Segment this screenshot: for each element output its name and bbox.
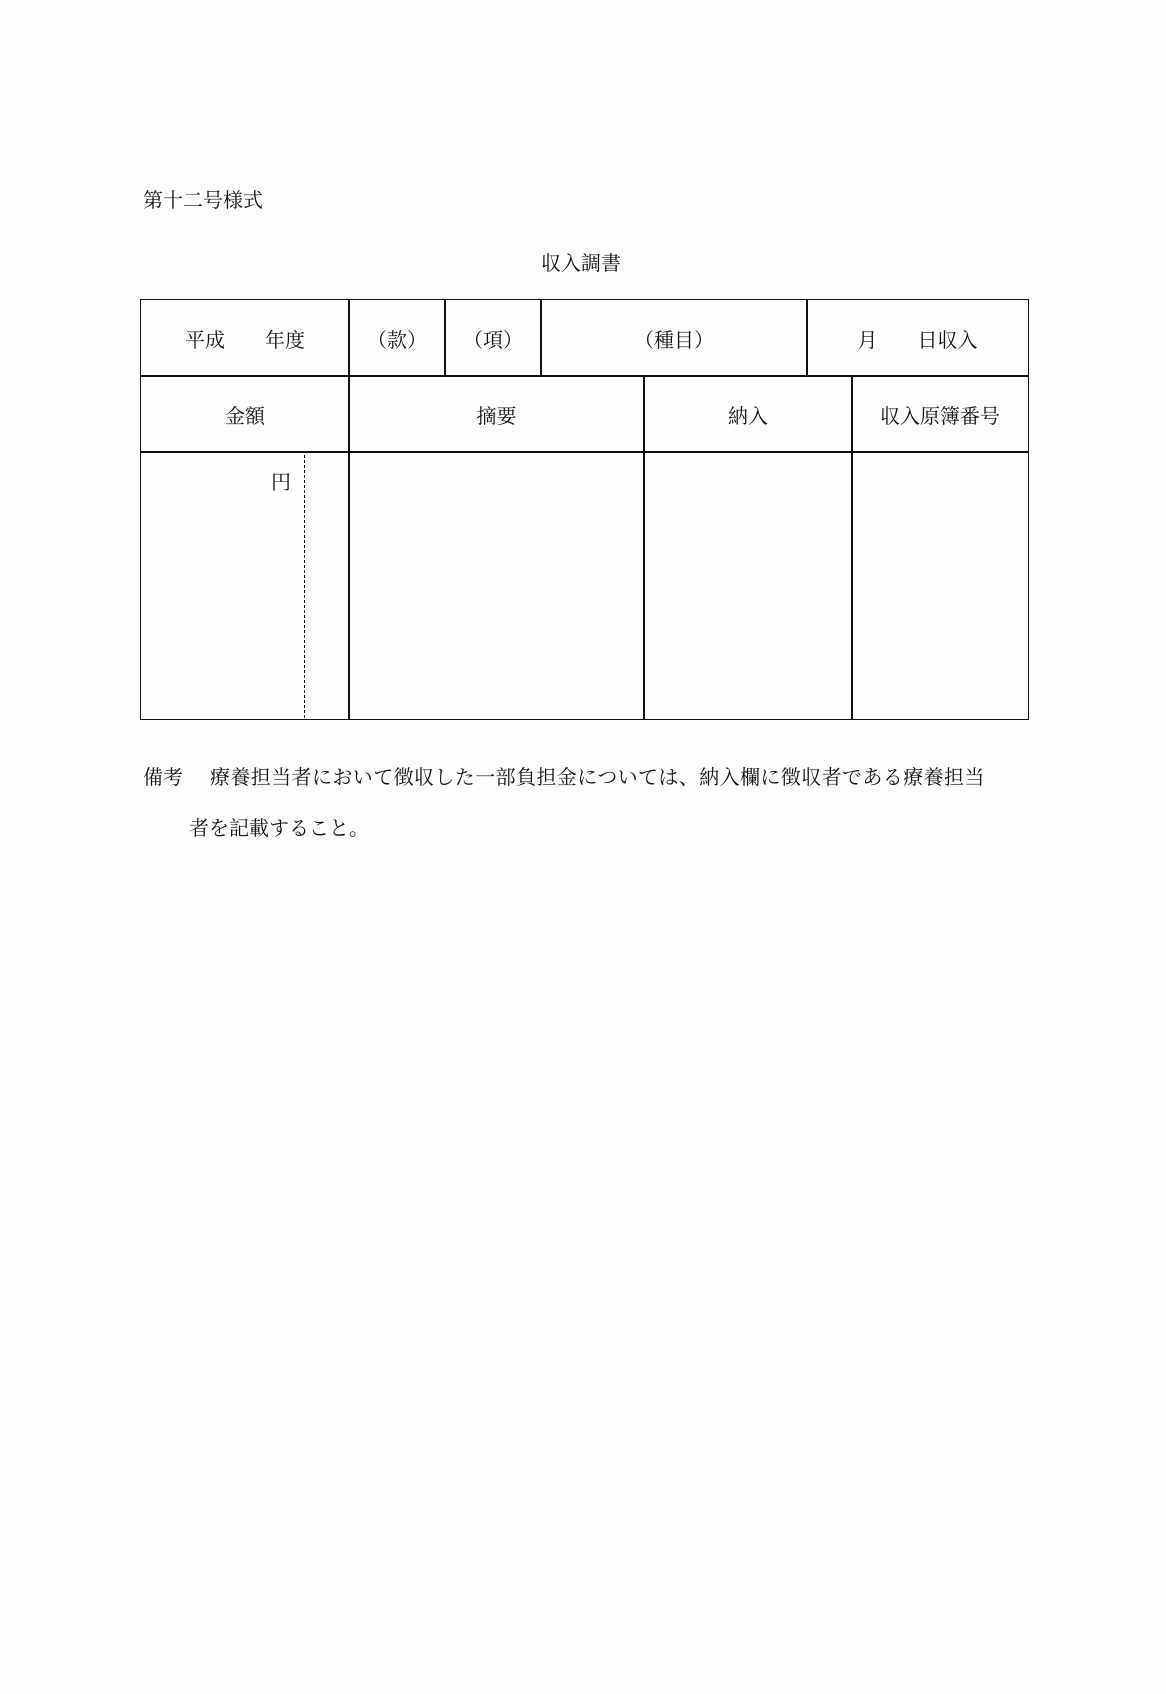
remarks-line2: 者を記載すること。 bbox=[189, 816, 369, 840]
era-year-cell: 平成 年度 bbox=[140, 299, 350, 377]
summary-header: 摘要 bbox=[348, 375, 645, 453]
amount-cell bbox=[140, 451, 350, 720]
payment-header: 納入 bbox=[643, 375, 853, 453]
shumoku-cell: （種目） bbox=[540, 299, 808, 377]
ledger-number-header: 収入原簿番号 bbox=[851, 375, 1029, 453]
form-number: 第十二号様式 bbox=[143, 188, 263, 212]
yen-unit: 円 bbox=[271, 470, 291, 494]
amount-divider bbox=[304, 455, 305, 718]
payment-cell bbox=[643, 451, 853, 720]
kou-cell: （項） bbox=[444, 299, 542, 377]
remarks-line1: 療養担当者において徴収した一部負担金については、納入欄に徴収者である療養担当 bbox=[210, 765, 985, 789]
document-title: 収入調書 bbox=[541, 251, 621, 275]
amount-header: 金額 bbox=[140, 375, 350, 453]
remarks-label: 備考 bbox=[143, 765, 183, 789]
date-income-cell: 月 日収入 bbox=[806, 299, 1029, 377]
ledger-number-cell bbox=[851, 451, 1029, 720]
summary-cell bbox=[348, 451, 645, 720]
kan-cell: （款） bbox=[348, 299, 446, 377]
